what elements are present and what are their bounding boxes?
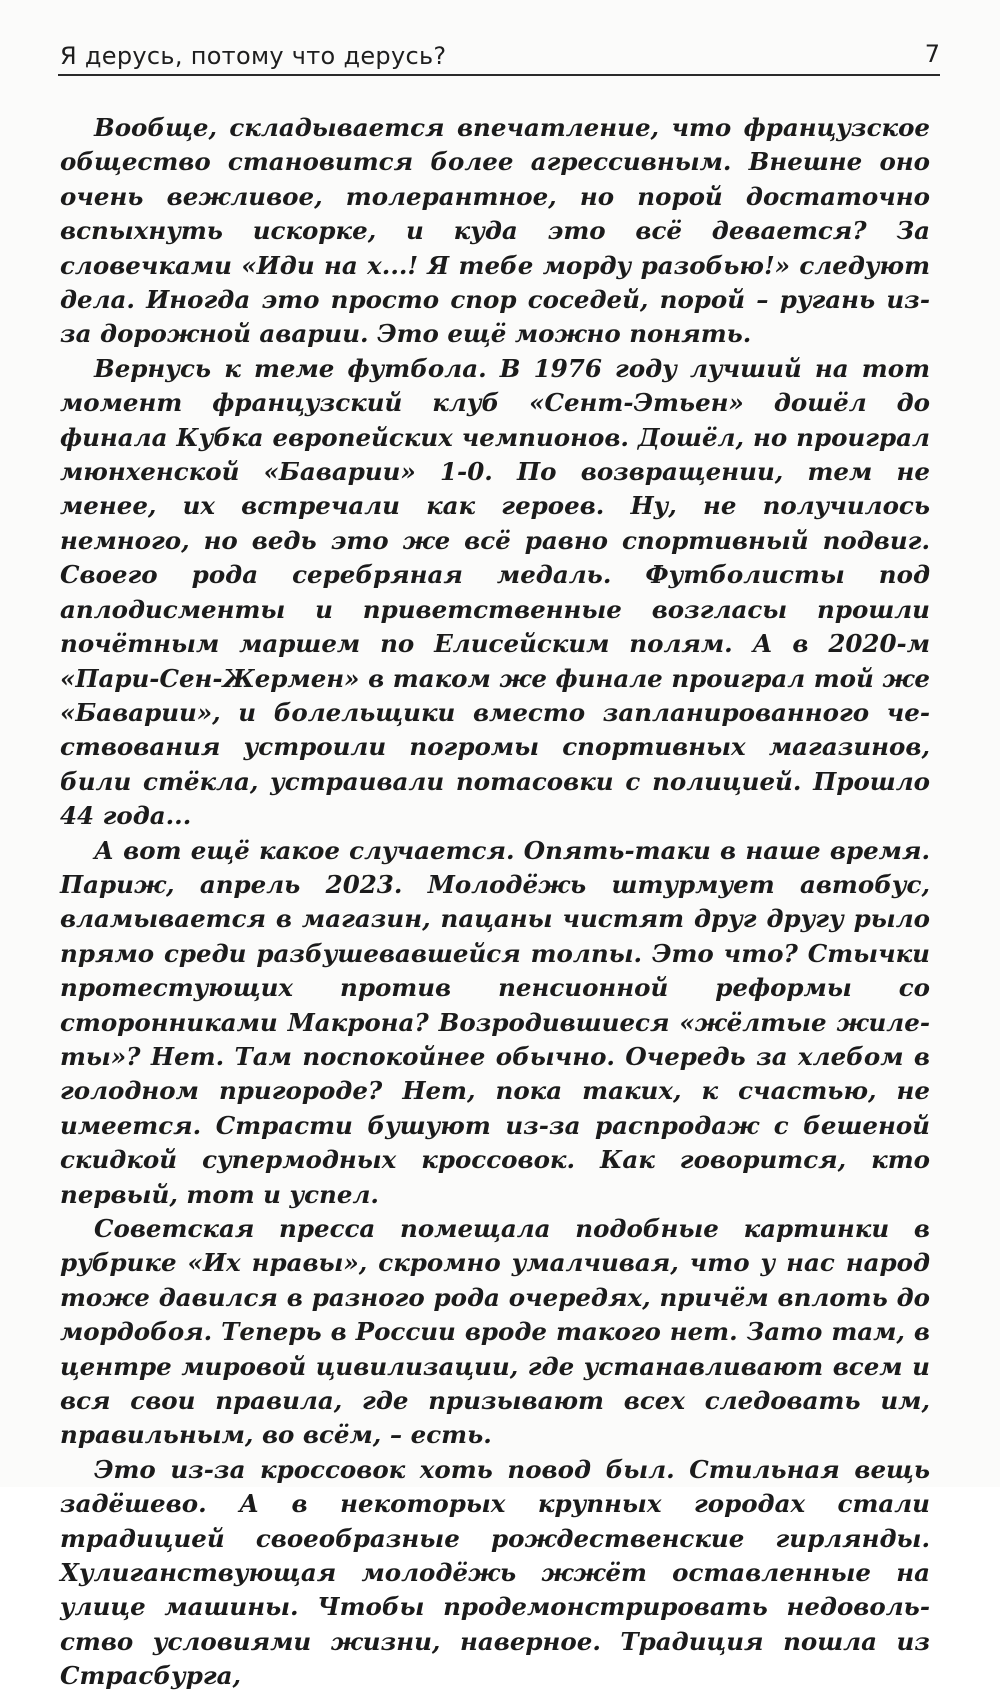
running-header [58, 40, 940, 76]
paragraph-4: Советская пресса помещала подобные картинки в рубрике «Их нравы», скромно умалчивая, что у нас народ тоже давился в разного рода очередях, причём вплоть до мордобоя. Теперь в России вроде такого нет. Зато там, в центре мировой цивилизации, где устанавливают всем и вся свои правила, где призывают всех следовать им, правильным, во всём, – есть. [60, 1214, 930, 1450]
paragraph-1: Вообще, складывается впечатление, что французское общество становится более агрессивным. Внешне оно очень вежливое, толерантное, но порой достаточно вспыхнуть искорке, и куда это всё девается? За словечками «Иди на х...! Я тебе морду разобью!» следуют дела. Иногда это просто спор соседей, порой – ругань из-за дорожной аварии. Это ещё можно понять. [60, 113, 930, 349]
running-title: Я дерусь, потому что дерусь? [60, 42, 447, 70]
body-text [60, 111, 930, 1694]
page-number: 7 [924, 40, 940, 68]
paragraph-2: Вернусь к теме футбола. В 1976 году лучший на тот момент французский клуб «Сент-Этьен» дошёл до финала Кубка европейских чемпионов. Дошёл, но проиграл мюнхенской «Баварии» 1-0. По возвращении, тем не менее, их встречали как героев. Ну, не получилось немного, но ведь это же всё равно спортивный подвиг. Своего рода серебряная медаль. Футболисты под аплодисменты и приветственные возгласы прошли почётным маршем по Елисейским полям. А в 2020-м «Пари-Сен-Жермен» в таком же финале проиграл той же «Баварии», и болельщики вместо запланированного чествования устроили погромы спортивных магазинов, били стёкла, устраивали потасовки с полицией. Прошло 44 года... [60, 353, 930, 831]
paragraph-5: Это из-за кроссовок хоть повод был. Стильная вещь задёшево. А в некоторых крупных городах стали традицией своеобразные рождественские гирлянды. Хулиганствующая молодёжь жжёт оставленные на улице машины. Чтобы продемонстрировать недовольство условиями жизни, наверное. Традиция пошла из Страсбурга, [60, 1454, 930, 1691]
paragraph-3: А вот ещё какое случается. Опять-таки в наше время. Париж, апрель 2023. Молодёжь штурмует автобус, вламывается в магазин, пацаны чистят друг другу рыло прямо среди разбушевавшейся толпы. Это что? Стычки протестующих против пенсионной реформы со сторонниками Макрона? Возродившиеся «жёлтые жилеты»? Нет. Там поспокойнее обычно. Очередь за хлебом в голодном пригороде? Нет, пока таких, к счастью, не имеется. Страсти бушуют из-за распродаж с бешеной скидкой супермодных кроссовок. Как говорится, кто первый, тот и успел. [60, 835, 930, 1209]
